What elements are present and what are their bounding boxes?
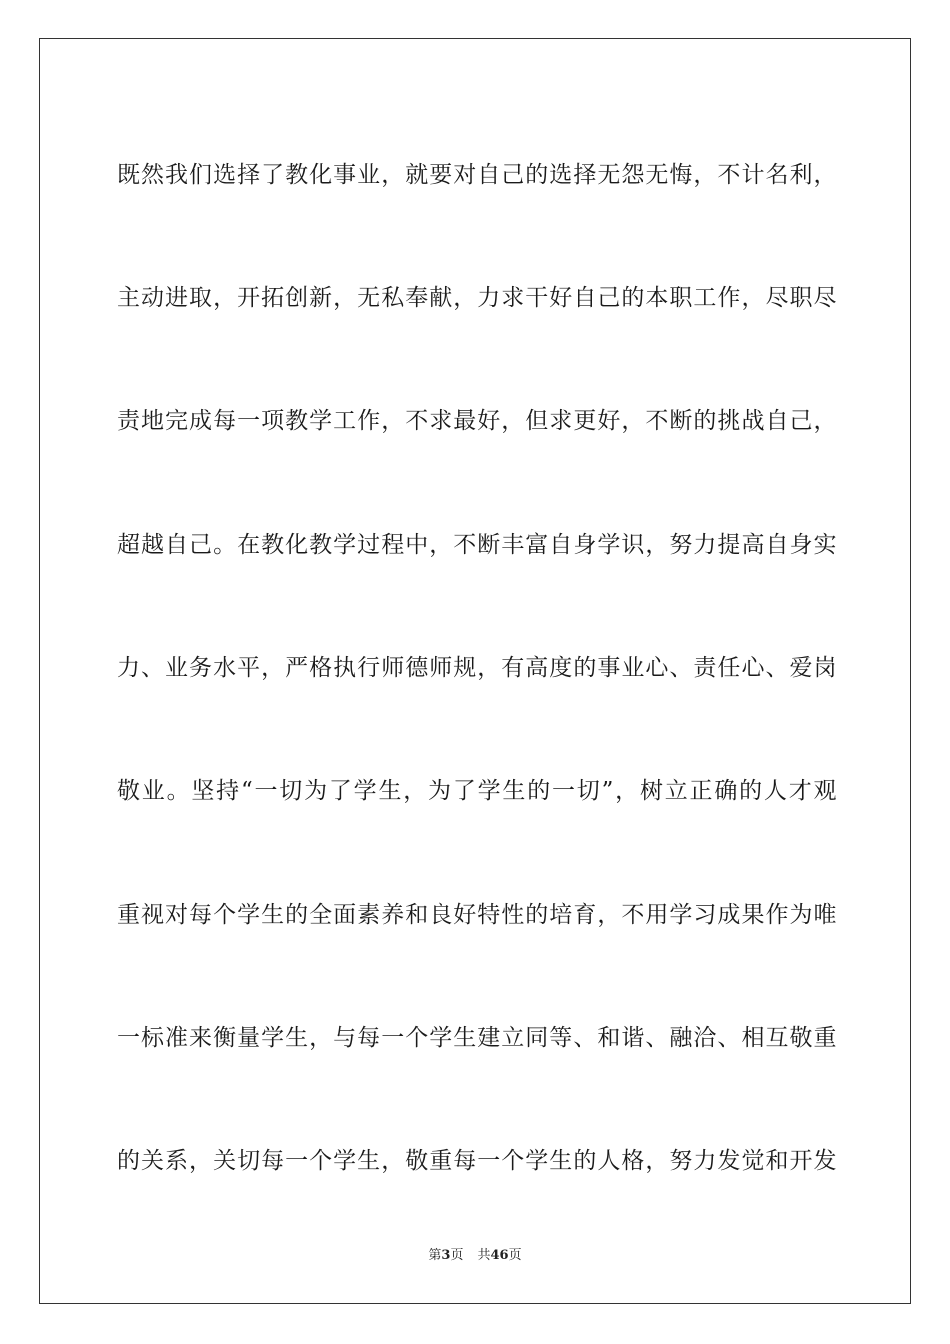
text-line: 的关系，关切每一个学生，敬重每一个学生的人格，努力发觉和开发 xyxy=(117,1148,837,1174)
text-line: 既然我们选择了教化事业，就要对自己的选择无怨无悔，不计名利， xyxy=(117,162,837,188)
text-line: 责地完成每一项教学工作，不求最好，但求更好，不断的挑战自己， xyxy=(117,408,837,434)
text-line: 重视对每个学生的全面素养和良好特性的培育，不用学习成果作为唯 xyxy=(117,902,837,928)
text-line: 敬业。坚持“一切为了学生，为了学生的一切”，树立正确的人才观 xyxy=(117,778,837,804)
total-pages-number: 46 xyxy=(490,1248,509,1263)
text-line: 超越自己。在教化教学过程中，不断丰富自身学识，努力提高自身实 xyxy=(117,532,837,558)
current-page-number: 3 xyxy=(441,1248,451,1263)
text-line: 主动进取，开拓创新，无私奉献，力求干好自己的本职工作，尽职尽 xyxy=(117,285,837,311)
page-prefix: 第 xyxy=(428,1248,442,1263)
page-suffix: 页 xyxy=(450,1248,464,1263)
page-footer xyxy=(0,1247,950,1265)
total-prefix: 共 xyxy=(477,1248,491,1263)
text-line: 力、业务水平，严格执行师德师规，有高度的事业心、责任心、爱岗 xyxy=(117,655,837,681)
total-pages-label xyxy=(477,1248,521,1263)
page-number-label xyxy=(428,1248,463,1263)
text-line: 一标准来衡量学生，与每一个学生建立同等、和谐、融洽、相互敬重 xyxy=(117,1025,837,1051)
total-suffix: 页 xyxy=(508,1248,522,1263)
